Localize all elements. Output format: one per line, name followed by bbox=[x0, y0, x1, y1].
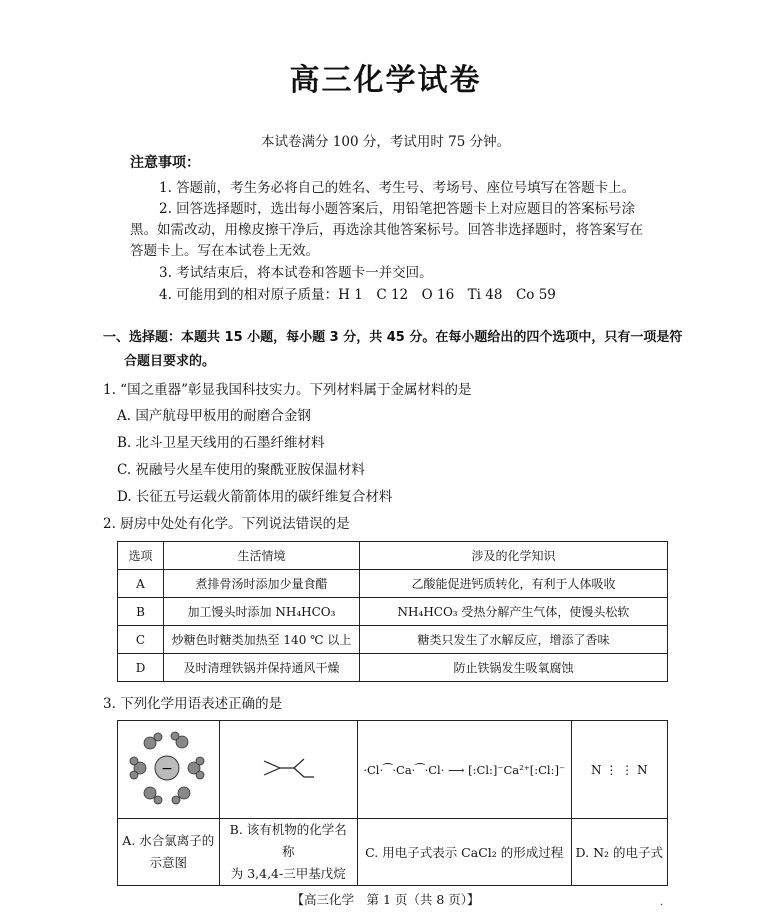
caption-a bbox=[118, 819, 220, 886]
table-cell: 糖类只发生了水解反应，增添了香味 bbox=[360, 626, 668, 654]
table-cell: B bbox=[118, 598, 164, 626]
question-1-stem: 1. “国之重器”彰显我国科技实力。下列材料属于金属材料的是 bbox=[103, 382, 472, 398]
table-header-row bbox=[118, 542, 668, 570]
table-row bbox=[118, 626, 668, 654]
table-cell: 煮排骨汤时添加少量食醋 bbox=[164, 570, 360, 598]
q1-option-a: A. 国产航母甲板用的耐磨合金钢 bbox=[117, 408, 311, 424]
note-line: 2. 回答选择题时，选出每小题答案后，用铅笔把答题卡上对应题目的答案标号涂 bbox=[159, 201, 636, 217]
header-cell: 选项 bbox=[118, 542, 164, 570]
table-cell: NH₄HCO₃ 受热分解产生气体，使馒头松软 bbox=[360, 598, 668, 626]
header-cell: 生活情境 bbox=[164, 542, 360, 570]
caption-d: D. N₂ 的电子式 bbox=[571, 819, 667, 886]
hydrated-ion-diagram bbox=[128, 728, 208, 808]
table-cell: 炒糖色时糖类加热至 140 ℃ 以上 bbox=[164, 626, 360, 654]
figure-row bbox=[118, 721, 668, 819]
notes-heading: 注意事项： bbox=[130, 155, 200, 171]
table-cell: 加工馒头时添加 NH₄HCO₃ bbox=[164, 598, 360, 626]
caption-b bbox=[219, 819, 357, 886]
table-row bbox=[118, 654, 668, 682]
ion-charge-label: − bbox=[161, 761, 174, 777]
cacl2-formation-formula: ·Cl·⁀·Ca·⁀·Cl· ⟶ [:Cl:]⁻Ca²⁺[:Cl:]⁻ bbox=[357, 721, 571, 819]
caption-row bbox=[118, 819, 668, 886]
note-line: 答题卡上。写在本试卷上无效。 bbox=[130, 243, 319, 259]
note-line: 黑。如需改动，用橡皮擦干净后，再选涂其他答案标号。回答非选择题时，将答案写在 bbox=[130, 222, 643, 238]
caption-b-line2: 为 3,4,4-三甲基戊烷 bbox=[230, 866, 346, 881]
question-2-stem: 2. 厨房中处处有化学。下列说法错误的是 bbox=[103, 516, 350, 532]
header-cell: 涉及的化学知识 bbox=[360, 542, 668, 570]
question-3-stem: 3. 下列化学用语表述正确的是 bbox=[103, 696, 283, 712]
table-cell: 乙酸能促进钙质转化，有利于人体吸收 bbox=[360, 570, 668, 598]
caption-b-line1: B. 该有机物的化学名称 bbox=[229, 822, 347, 859]
page-title: 高三化学试卷 bbox=[289, 63, 482, 98]
table-cell: A bbox=[118, 570, 164, 598]
corner-mark: . bbox=[659, 897, 663, 908]
page-footer: 【高三化学 第 1 页（共 8 页）】 bbox=[291, 892, 480, 907]
q3-table bbox=[117, 720, 668, 886]
table-row bbox=[118, 570, 668, 598]
hydrated-chloride-figure bbox=[118, 721, 220, 819]
n2-electron-formula: N ⋮ ⋮ N bbox=[571, 721, 667, 819]
table-cell: 防止铁锅发生吸氧腐蚀 bbox=[360, 654, 668, 682]
skeletal-formula-figure bbox=[219, 721, 357, 819]
q1-option-d: D. 长征五号运载火箭箭体用的碳纤维复合材料 bbox=[117, 489, 393, 505]
table-cell: D bbox=[118, 654, 164, 682]
table-cell: 及时清理铁锅并保持通风干燥 bbox=[164, 654, 360, 682]
table-cell: C bbox=[118, 626, 164, 654]
q2-table bbox=[117, 541, 668, 682]
q1-option-b: B. 北斗卫星天线用的石墨纤维材料 bbox=[117, 435, 325, 451]
section-heading-cont: 合题目要求的。 bbox=[124, 354, 216, 369]
section-heading: 一、选择题：本题共 15 小题，每小题 3 分，共 45 分。在每小题给出的四个选项中，只有一项是符 bbox=[103, 330, 683, 345]
caption-a-line1: A. 水合氯离子的 bbox=[122, 833, 215, 848]
caption-a-line2: 示意图 bbox=[149, 855, 188, 870]
table-row bbox=[118, 598, 668, 626]
skeletal-formula-diagram bbox=[258, 753, 318, 783]
note-line: 3. 考试结束后，将本试卷和答题卡一并交回。 bbox=[159, 265, 433, 281]
caption-c: C. 用电子式表示 CaCl₂ 的形成过程 bbox=[357, 819, 571, 886]
note-line: 4. 可能用到的相对原子质量：H 1 C 12 O 16 Ti 48 Co 59 bbox=[159, 287, 556, 303]
q1-option-c: C. 祝融号火星车使用的聚酰亚胺保温材料 bbox=[117, 462, 365, 478]
note-line: 1. 答题前，考生务必将自己的姓名、考生号、考场号、座位号填写在答题卡上。 bbox=[159, 180, 636, 196]
exam-info: 本试卷满分 100 分，考试用时 75 分钟。 bbox=[261, 134, 511, 150]
